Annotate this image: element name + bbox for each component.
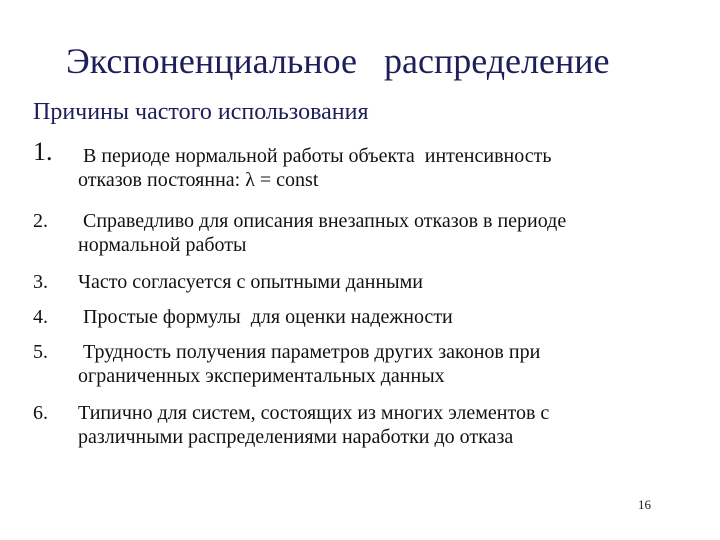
list-item-number: 6. xyxy=(33,402,48,424)
list-item-text xyxy=(78,144,698,192)
list-item-line: Справедливо для описания внезапных отказов в периоде xyxy=(78,210,567,232)
list-item-number: 1. xyxy=(33,137,53,166)
list-item-line: нормальной работы xyxy=(78,234,247,256)
list-item-line: Трудность получения параметров других законов при xyxy=(78,341,541,363)
list-item-number: 5. xyxy=(33,341,48,363)
list-item-text xyxy=(78,401,698,449)
list-item-text xyxy=(78,340,698,388)
list-item-text xyxy=(78,305,698,329)
list-item-number: 3. xyxy=(33,271,48,293)
list-item-number: 2. xyxy=(33,210,48,232)
list-item-line: ограниченных экспериментальных данных xyxy=(78,365,445,387)
slide-subtitle: Причины частого использования xyxy=(33,99,369,125)
list-item-line: различными распределениями наработки до отказа xyxy=(78,426,514,448)
list-item-text xyxy=(78,270,698,294)
list-item-line: Типично для систем, состоящих из многих элементов с xyxy=(78,402,550,424)
list-item-line: В периоде нормальной работы объекта интенсивность xyxy=(78,145,552,167)
page-number: 16 xyxy=(638,497,651,512)
slide-title: Экспоненциальное распределение xyxy=(66,41,610,81)
list-item-line: Простые формулы для оценки надежности xyxy=(78,306,453,328)
list-item-number: 4. xyxy=(33,306,48,328)
list-item-line: Часто согласуется с опытными данными xyxy=(78,271,423,293)
list-item-text xyxy=(78,209,698,257)
list-item-line: отказов постоянна: λ = const xyxy=(78,169,319,191)
